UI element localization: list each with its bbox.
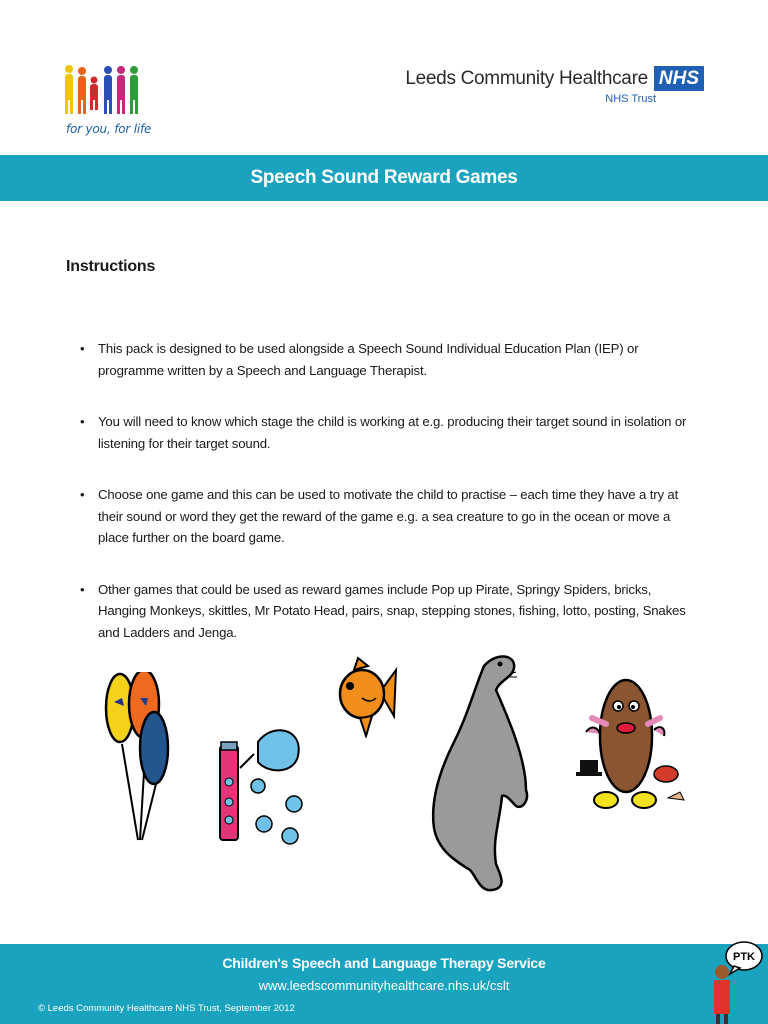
fish-icon bbox=[336, 656, 398, 738]
copyright-text: © Leeds Community Healthcare NHS Trust, September 2012 bbox=[38, 1003, 295, 1014]
potato-head-icon bbox=[576, 670, 694, 814]
balloons-icon bbox=[100, 672, 180, 844]
org-subtitle: NHS Trust bbox=[605, 93, 656, 105]
list-item: • Other games that could be used as reward games include Pop up Pirate, Springy Spiders, bricks, Hanging Monkeys, skittles, Mr Potato Head, pairs, snap, stepping stones, fishing, lotto, posting, Snakes and Ladders and Jenga. bbox=[80, 579, 700, 644]
org-name: Leeds Community Healthcare bbox=[405, 67, 648, 89]
instructions-heading: Instructions bbox=[66, 258, 156, 275]
bubbles-icon bbox=[214, 720, 306, 846]
ptk-mascot-icon bbox=[710, 940, 766, 1024]
footer-url-link[interactable]: www.leedscommunityhealthcare.nhs.uk/cslt bbox=[258, 978, 510, 993]
list-item: • You will need to know which stage the child is working at e.g. producing their target sound in isolation or listening for their target sound. bbox=[80, 411, 700, 454]
mascot-speech-label: PTK bbox=[733, 951, 755, 963]
footer bbox=[0, 944, 768, 1024]
title-band bbox=[0, 155, 768, 201]
footer-title: Children's Speech and Language Therapy Service bbox=[222, 955, 546, 971]
seal-icon bbox=[430, 650, 534, 896]
list-item: • This pack is designed to be used alongside a Speech Sound Individual Education Plan (IEP) or programme written by a Speech and Language Therapist. bbox=[80, 338, 700, 381]
page-title: Speech Sound Reward Games bbox=[250, 167, 518, 188]
nhs-badge: NHS bbox=[654, 66, 704, 91]
list-item: • Choose one game and this can be used to motivate the child to practise – each time they have a try at their sound or word they get the reward of the game e.g. a sea creature to go in the ocean or move a place further on the board game. bbox=[80, 484, 700, 549]
instructions-list bbox=[80, 338, 700, 673]
logo-tagline: for you, for life bbox=[66, 122, 152, 136]
org-logo bbox=[405, 66, 704, 105]
illustrations bbox=[0, 650, 768, 910]
